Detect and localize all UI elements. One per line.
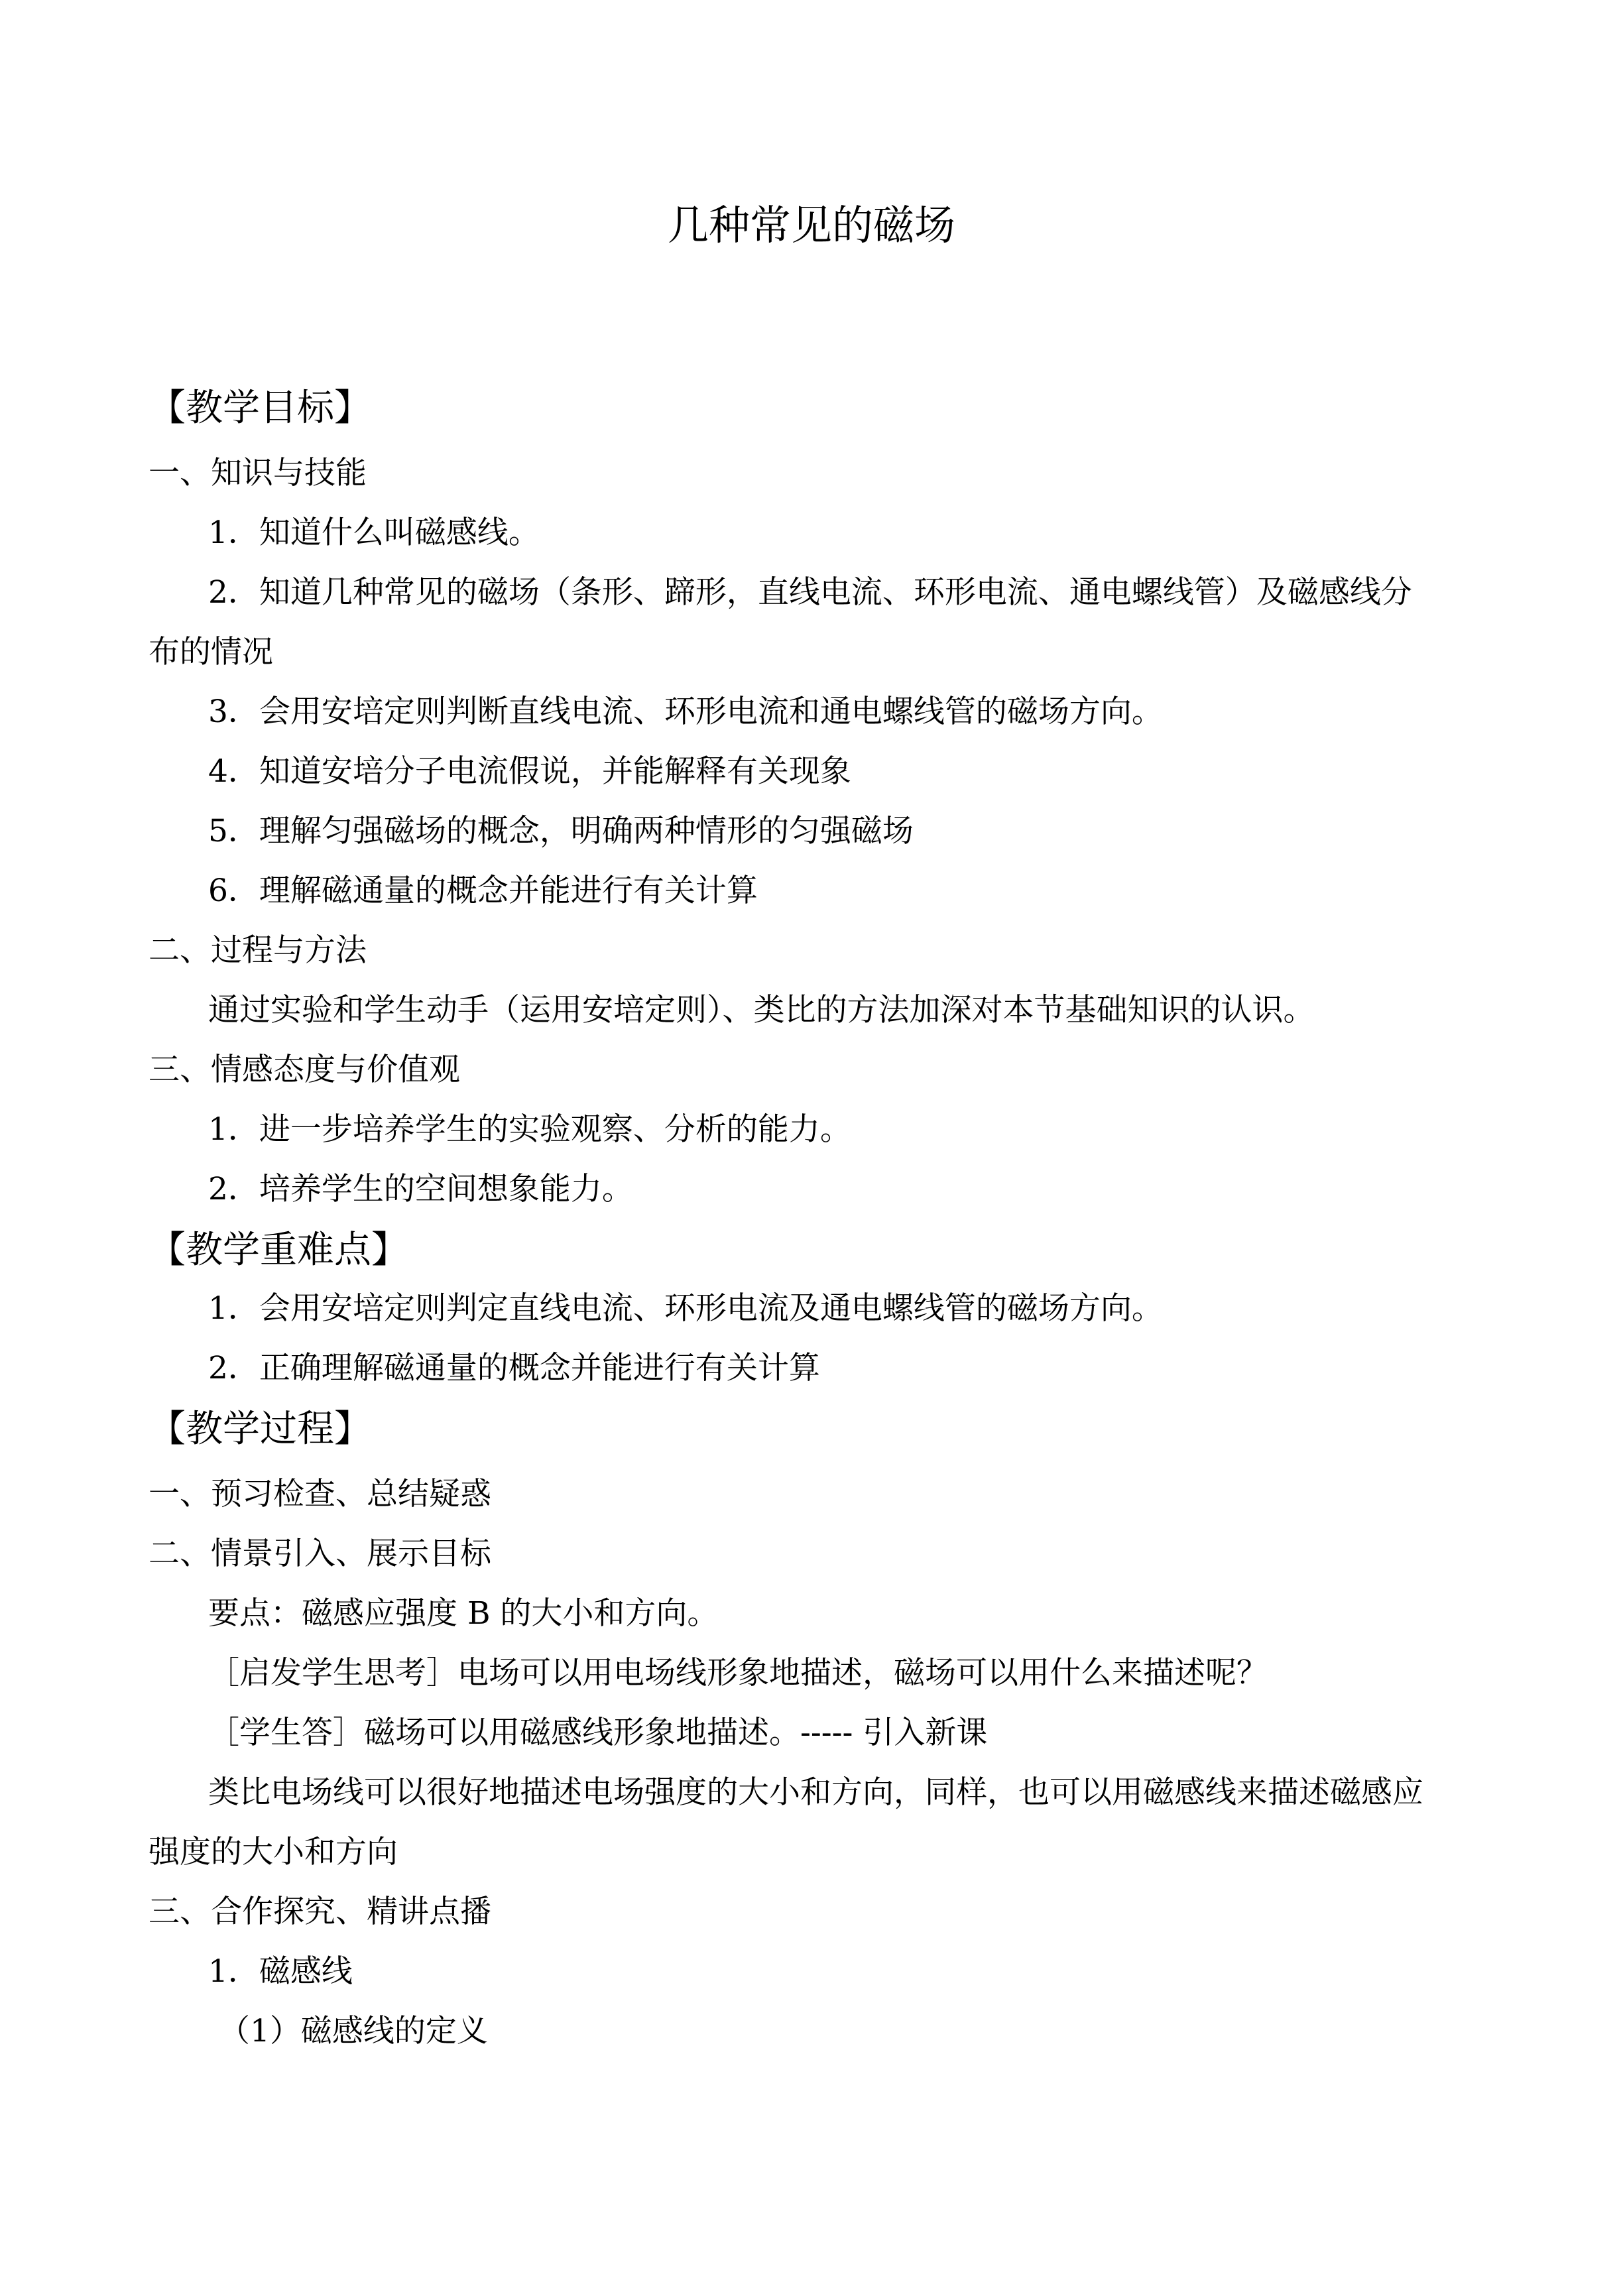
- process-step: 二、情景引入、展示目标: [149, 1536, 491, 1572]
- objective-item-continued: 布的情况: [149, 634, 273, 670]
- attitude-item: 1．进一步培养学生的实验观察、分析的能力。: [208, 1111, 851, 1148]
- heading-key-difficult-points: 【教学重难点】: [149, 1229, 408, 1272]
- analogy-text-continued: 强度的大小和方向: [149, 1834, 398, 1870]
- analogy-text: 类比电场线可以很好地描述电场强度的大小和方向，同样，也可以用磁感线来描述磁感应: [208, 1774, 1423, 1811]
- student-answer: ［学生答］磁场可以用磁感线形象地描述。----- 引入新课: [208, 1715, 988, 1751]
- key-point-text: 要点：磁感应强度 B 的大小和方向。: [208, 1595, 719, 1632]
- objective-item: 3．会用安培定则判断直线电流、环形电流和通电螺线管的磁场方向。: [208, 694, 1163, 730]
- subheading-knowledge-skills: 一、知识与技能: [149, 455, 367, 491]
- objective-item: 1．知道什么叫磁感线。: [208, 514, 540, 551]
- objective-item: 2．知道几种常见的磁场（条形、蹄形，直线电流、环形电流、通电螺线管）及磁感线分: [208, 574, 1412, 611]
- objective-item: 4．知道安培分子电流假说，并能解释有关现象: [208, 753, 851, 790]
- heading-teaching-objectives: 【教学目标】: [149, 387, 371, 430]
- process-step: 三、合作探究、精讲点播: [149, 1894, 491, 1930]
- teacher-prompt: ［启发学生思考］电场可以用电场线形象地描述，磁场可以用什么来描述呢？: [208, 1655, 1268, 1691]
- heading-teaching-process: 【教学过程】: [149, 1408, 371, 1451]
- subtopic-heading: 1．磁感线: [208, 1953, 353, 1990]
- subheading-attitudes-values: 三、情感态度与价值观: [149, 1052, 460, 1088]
- subheading-process-methods: 二、过程与方法: [149, 932, 367, 969]
- attitude-item: 2．培养学生的空间想象能力。: [208, 1171, 633, 1207]
- key-point-item: 2．正确理解磁通量的概念并能进行有关计算: [208, 1350, 820, 1386]
- subtopic-item: （1）磁感线的定义: [219, 2013, 488, 2049]
- document-title: 几种常见的磁场: [667, 201, 955, 249]
- process-step: 一、预习检查、总结疑惑: [149, 1476, 491, 1512]
- process-methods-text: 通过实验和学生动手（运用安培定则）、类比的方法加深对本节基础知识的认识。: [208, 992, 1315, 1028]
- key-point-item: 1．会用安培定则判定直线电流、环形电流及通电螺线管的磁场方向。: [208, 1290, 1163, 1327]
- objective-item: 5．理解匀强磁场的概念，明确两种情形的匀强磁场: [208, 813, 914, 849]
- objective-item: 6．理解磁通量的概念并能进行有关计算: [208, 873, 758, 909]
